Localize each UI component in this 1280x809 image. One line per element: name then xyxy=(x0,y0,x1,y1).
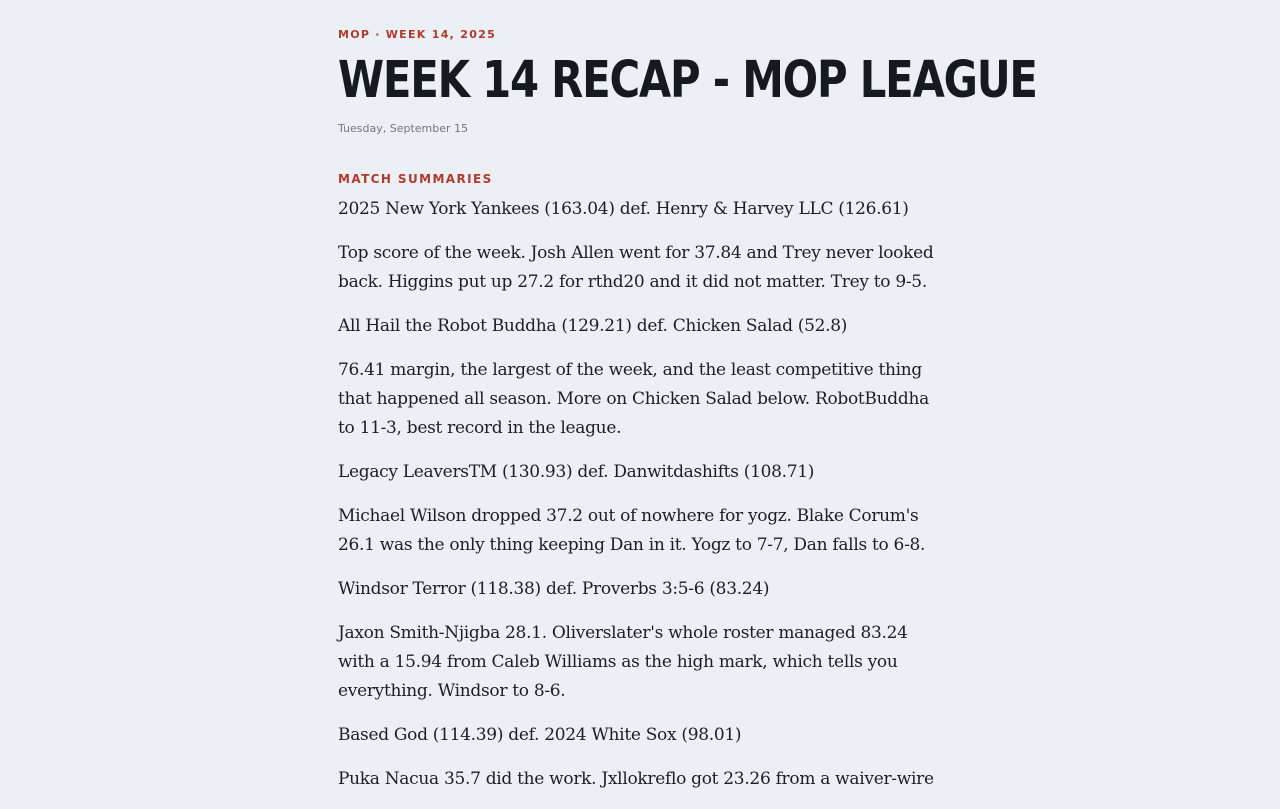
publish-date: Tuesday, September 15 xyxy=(338,122,469,135)
match-result: 2025 New York Yankees (163.04) def. Henry & Harvey LLC (126.61) xyxy=(338,199,909,219)
match-summary: Jaxon Smith-Njigba 28.1. Oliverslater's whole roster managed 83.24 with a 15.94 from Caleb Williams as the high mark, which tells you everything. Windsor to 8-6. xyxy=(338,623,908,701)
match-result: Windsor Terror (118.38) def. Proverbs 3:5-6 (83.24) xyxy=(338,579,770,599)
match-result: Legacy LeaversTM (130.93) def. Danwitdashifts (108.71) xyxy=(338,462,815,482)
match-result: Based God (114.39) def. 2024 White Sox (98.01) xyxy=(338,725,742,745)
league-tag[interactable]: MOP xyxy=(338,28,371,41)
article-kicker xyxy=(338,28,948,42)
match-result: All Hail the Robot Buddha (129.21) def. Chicken Salad (52.8) xyxy=(338,316,848,336)
match-summary: Puka Nacua 35.7 did the work. Jxllokreflo got 23.26 from a waiver-wire xyxy=(338,769,934,789)
match-summaries-list xyxy=(338,195,948,794)
match-summary: 76.41 margin, the largest of the week, and the least competitive thing that happened all season. More on Chicken Salad below. RobotBuddha to 11-3, best record in the league. xyxy=(338,360,929,438)
section-heading-match-summaries: MATCH SUMMARIES xyxy=(338,172,493,186)
match-summary: Top score of the week. Josh Allen went for 37.84 and Trey never looked back. Higgins put up 27.2 for rthd20 and it did not matter. Trey to 9-5. xyxy=(338,243,934,292)
kicker-separator: · xyxy=(375,28,381,41)
week-tag[interactable]: WEEK 14, 2025 xyxy=(385,28,497,41)
match-summary: Michael Wilson dropped 37.2 out of nowhere for yogz. Blake Corum's 26.1 was the only thing keeping Dan in it. Yogz to 7-7, Dan falls to 6-8. xyxy=(338,506,926,555)
article xyxy=(338,0,1037,809)
page-title: WEEK 14 RECAP - MOP LEAGUE xyxy=(338,51,1037,110)
